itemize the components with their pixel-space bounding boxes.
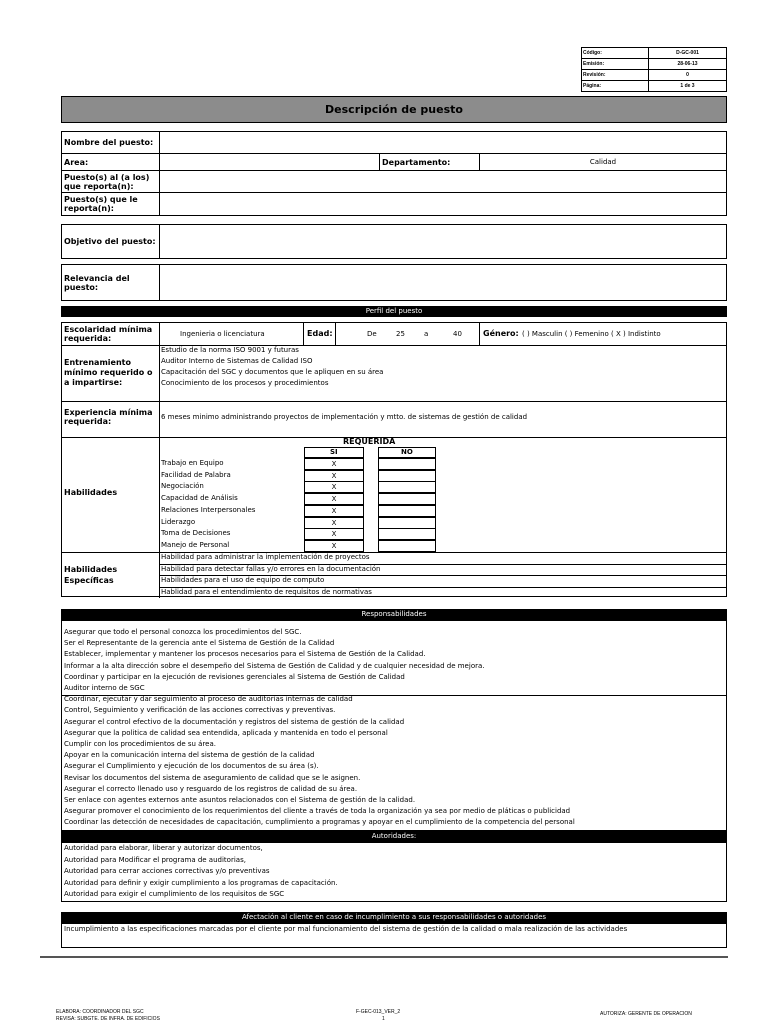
responsabilidad-item: Asegurar que la politica de calidad sea entendida, aplicada y mantenida en todo el personal [64,728,388,737]
responsabilidades-divider [62,695,726,696]
habilidad-name: Trabajo en Equipo [161,459,224,467]
afectacion-text: Incumplimiento a las especificaciones marcadas por el cliente por mal funcionamiento del sistema de gestión de la calidad o mala realización de las actividades [64,925,628,933]
footer-page-number: 1 [382,1016,385,1022]
responsabilidad-item: Revisar los documentos del sistema de aseguramiento de calidad que se le asignen. [64,773,361,782]
responsabilidad-item: Control, Seguimiento y verificación de las acciones correctivas y preventivas. [64,706,336,715]
edad-label: Edad: [307,329,333,338]
autoridad-item: Autoridad para Modificar el programa de auditorias, [64,855,246,864]
especificas-label: Habilidades Específicas [64,565,118,585]
document-title: Descripción de puesto [61,96,727,123]
habilidad-especifica: Hablidad para el entendimiento de requisitos de normativas [161,587,372,596]
pagina-label: Página: [582,81,649,92]
habilidad-si-cell: X [304,458,364,470]
responsabilidad-item: Coordinar, ejecutar y dar seguimiento al proceso de auditorias internas de calidad [64,695,353,704]
entrenamiento-item: Conocimiento de los procesos y procedimientos [161,379,329,387]
responsabilidad-item: Asegurar el Cumplimiento y ejecución de los documentos de su área (s). [64,762,319,771]
area-value[interactable] [160,154,380,171]
habilidad-name: Capacidad de Análisis [161,494,238,503]
autoridad-item: Autoridad para elaborar, liberar y autorizar documentos, [64,844,263,852]
entrenamiento-label: Entrenamiento mínimo requerido o a impartirse: [64,358,153,387]
genero-label: Género: [483,329,519,338]
edad-min: 25 [396,330,405,338]
relevancia-label: Relevancia del puesto: [62,265,160,301]
document-control-box [581,47,727,92]
responsabilidad-item: Asegurar el correcto llenado uso y resguardo de los registros de calidad de su área. [64,784,358,793]
edad-a: a [424,330,429,338]
footer-revisa: REVISA: SUBGTE. DE INFRA. DE EDIFICIOS [56,1016,160,1022]
responsabilidad-item: Auditor interno de SGC [64,684,145,692]
emision-value: 28-06-13 [649,59,727,70]
autoridades-bar: Autoridades: [61,831,727,842]
habilidad-especifica: Habilidad para administrar la implementación de proyectos [161,553,370,561]
habilidad-no-cell [378,470,436,482]
responsabilidades-bar: Responsabilidades [61,609,727,620]
pagina-value: 1 de 3 [649,81,727,92]
responsabilidad-item: Establecer, implementar y mantener los procesos necesarios para el Sistema de Gestión de la Calidad. [64,650,426,659]
le-reporta-label: Puesto(s) que le reporta(n): [62,193,160,216]
habilidad-name: Negociación [161,482,204,491]
habilidad-si-cell: X [304,505,364,517]
footer-elabora: ELABORA: COORDINADOR DEL SGC [56,1009,144,1015]
responsabilidad-item: Ser el Representante de la gerencia ante el Sistema de Gestión de la Calidad [64,639,335,648]
habilidad-name: Toma de Decisiones [161,529,231,538]
emision-label: Emisión: [582,59,649,70]
perfil-bar: Perfil del puesto [61,306,727,317]
departamento-value: Calidad [480,154,727,171]
relevancia-value[interactable] [160,265,727,301]
departamento-label: Departamento: [380,154,480,171]
nombre-label: Nombre del puesto: [62,132,160,154]
especifica-divider [159,575,726,576]
habilidades-label: Habilidades [64,488,118,497]
habilidad-especifica: Habilidad para detectar fallas y/o errores en la documentación [161,564,381,573]
responsabilidad-item: Informar a la alta dirección sobre el desempeño del Sistema de Gestión de Calidad y de cualquier necesidad de mejora. [64,661,485,670]
revision-value: 0 [649,70,727,81]
habilidad-si-cell: X [304,528,364,540]
le-reporta-value[interactable] [160,193,727,216]
edad-max: 40 [453,330,462,338]
afectacion-box [61,923,727,948]
entrenamiento-item: Capacitación del SGC y documentos que le apliquen en su área [161,368,384,376]
si-header: SI [330,448,338,456]
perfil-section [61,322,727,597]
entrenamiento-item: Estudio de la norma ISO 9001 y futuras [161,346,299,354]
responsabilidad-item: Apoyar en la comunicación interna del sistema de gestión de la calidad [64,751,315,760]
habilidad-no-cell [378,540,436,552]
habilidad-no-cell [378,458,436,470]
relevancia-table [61,264,727,301]
responsabilidades-box [61,620,727,831]
edad-de: De [367,330,377,338]
footer-rule [40,956,728,958]
objetivo-value[interactable] [160,225,727,259]
habilidad-si-cell: X [304,481,364,493]
revision-label: Revisión: [582,70,649,81]
responsabilidad-item: Coordinar las detección de necesidades de capacitación, cumplimiento a programas y apoyar en el cumplimiento de la competencia del personal [64,818,575,827]
area-label: Area: [62,154,160,171]
responsabilidad-item: Ser enlace con agentes externos ante asuntos relacionados con el Sistema de gestión de la calidad. [64,796,416,804]
habilidad-no-cell [378,528,436,540]
habilidad-name: Relaciones Interpersonales [161,505,256,514]
footer-form-code: F-GEC-013_VER_2 [356,1009,401,1015]
requerida-header: REQUERIDA [343,437,396,446]
habilidad-si-cell: X [304,470,364,482]
nombre-value[interactable] [160,132,727,154]
genero-options: ( ) Masculin ( ) Femenino ( X ) Indistinto [522,330,661,338]
autoridad-item: Autoridad para cerrar acciones correctivas y/o preventivas [64,867,270,875]
codigo-value: D-GC-001 [649,48,727,59]
autoridades-box [61,842,727,902]
habilidad-si-cell: X [304,517,364,529]
reporta-a-label: Puesto(s) al (a los) que reporta(n): [62,171,160,193]
habilidad-especifica: Habilidades para el uso de equipo de computo [161,576,325,584]
habilidad-no-cell [378,481,436,493]
especifica-divider [159,564,726,565]
objetivo-label: Objetivo del puesto: [62,225,160,259]
afectacion-bar: Afectación al cliente en caso de incumplimiento a sus responsabilidades o autoridades [61,912,727,923]
especifica-divider [159,587,726,588]
responsabilidad-item: Asegurar que todo el personal conozca los procedimientos del SGC. [64,628,302,636]
habilidad-no-cell [378,493,436,505]
footer-autoriza: AUTORIZA: GERENTE DE OPERACION [600,1011,692,1017]
general-info-table [61,131,727,216]
experiencia-value: 6 meses minimo administrando proyectos de implementación y mtto. de sistemas de gestión de calidad [161,413,528,421]
escolaridad-value: Ingenieria o licenciatura [180,330,265,338]
autoridad-item: Autoridad para exigir el cumplimiento de los requisitos de SGC [64,890,285,898]
codigo-label: Código: [582,48,649,59]
objetivo-table [61,224,727,259]
habilidad-name: Manejo de Personal [161,540,230,549]
habilidad-name: Facilidad de Palabra [161,470,231,479]
reporta-a-value[interactable] [160,171,727,193]
escolaridad-label: Escolaridad mínima requerida: [64,325,153,343]
no-header: NO [401,448,413,456]
responsabilidad-item: Coordinar y participar en la ejecución de revisiones gerenciales al Sistema de Gestión de Calidad [64,672,405,681]
habilidad-si-cell: X [304,540,364,552]
responsabilidad-item: Cumplir con los procedimientos de su área. [64,740,216,748]
responsabilidad-item: Asegurar promover el conocimiento de los requerimientos del cliente a través de toda la organización ya sea por medio de pláticas o publicidad [64,807,571,816]
experiencia-label: Experiencia mínima requerida: [64,408,153,426]
habilidad-no-cell [378,517,436,529]
autoridad-item: Autoridad para definir y exigir cumplimiento a los programas de capacitación. [64,878,338,887]
responsabilidad-item: Asegurar el control efectivo de la documentación y registros del sistema de gestión de la calidad [64,717,405,726]
habilidad-name: Liderazgo [161,517,196,526]
habilidad-no-cell [378,505,436,517]
entrenamiento-item: Auditor Interno de Sistemas de Calidad ISO [161,357,313,365]
habilidad-si-cell: X [304,493,364,505]
